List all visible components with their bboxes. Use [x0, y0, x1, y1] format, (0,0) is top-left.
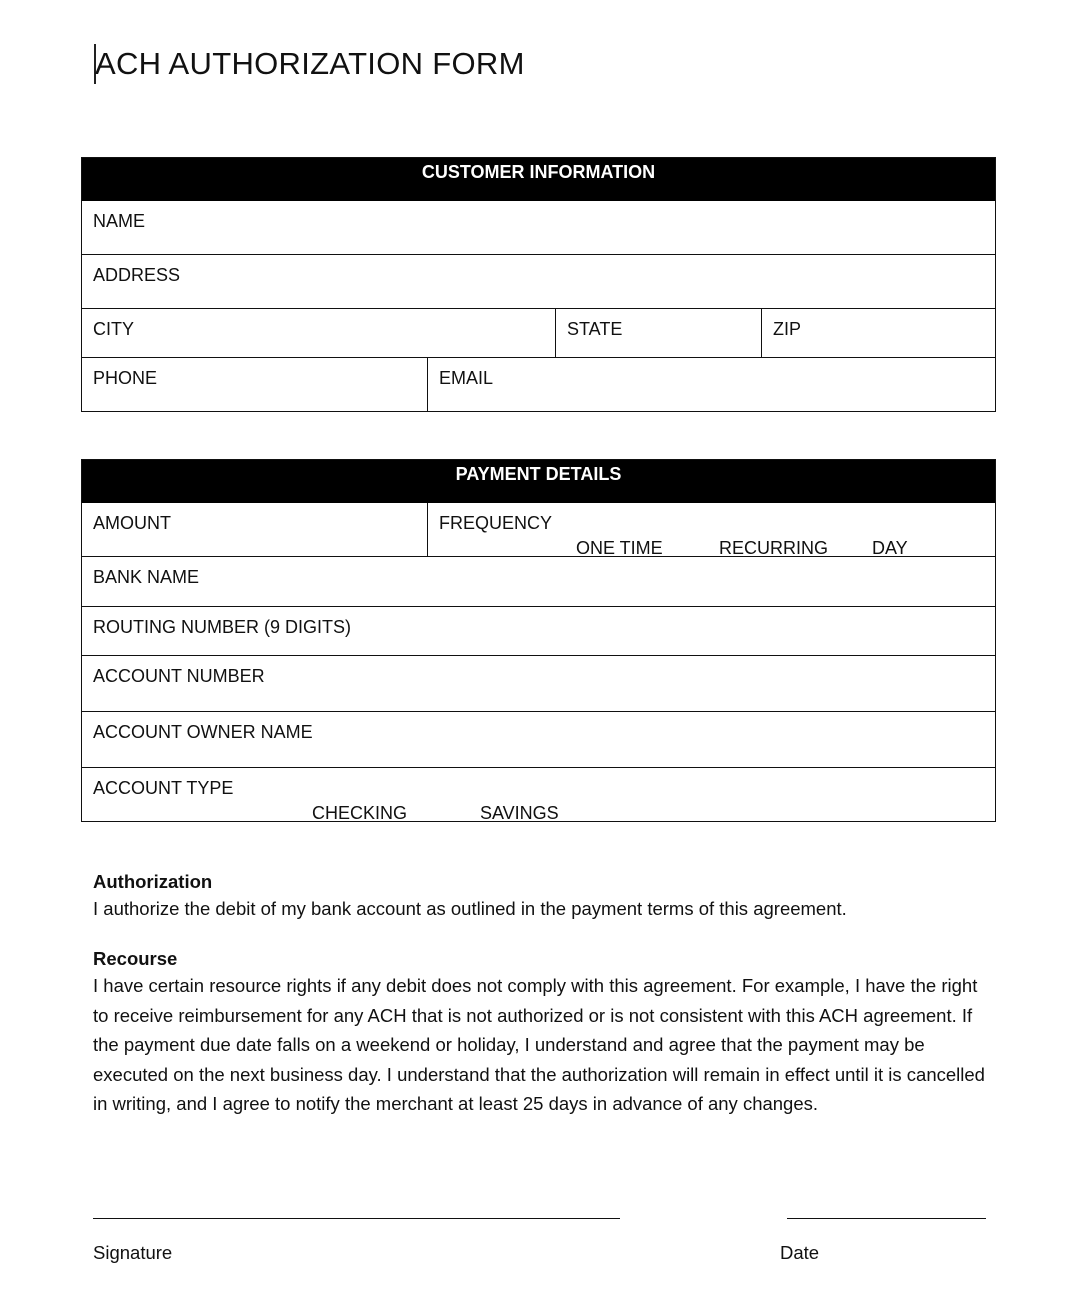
routing-number-row — [82, 606, 995, 655]
state-label: STATE — [567, 319, 623, 339]
name-field[interactable] — [82, 201, 995, 254]
address-field[interactable] — [82, 255, 995, 308]
signature-line[interactable] — [93, 1217, 620, 1219]
payment-details-header: PAYMENT DETAILS — [82, 460, 995, 503]
routing-number-field[interactable] — [82, 607, 995, 655]
amount-field[interactable] — [82, 503, 427, 556]
address-label: ADDRESS — [93, 265, 181, 285]
state-field[interactable] — [555, 309, 761, 357]
account-number-label: ACCOUNT NUMBER — [93, 666, 265, 686]
zip-label: ZIP — [773, 319, 802, 339]
customer-information-header: CUSTOMER INFORMATION — [82, 158, 995, 201]
date-line[interactable] — [787, 1217, 986, 1219]
frequency-option-day[interactable]: DAY — [872, 538, 908, 558]
account-type-option-savings[interactable]: SAVINGS — [480, 803, 559, 823]
frequency-option-recurring[interactable]: RECURRING — [719, 538, 829, 558]
recourse-heading: Recourse — [93, 948, 178, 969]
account-type-label: ACCOUNT TYPE — [93, 778, 234, 798]
phone-field[interactable] — [82, 358, 427, 411]
authorization-section — [93, 870, 993, 924]
account-type-option-checking[interactable]: CHECKING — [312, 803, 408, 823]
zip-field[interactable] — [761, 309, 995, 357]
address-row — [82, 254, 995, 308]
account-owner-row — [82, 711, 995, 767]
page-title: ACH AUTHORIZATION FORM — [95, 46, 525, 81]
recourse-text: I have certain resource rights if any debit does not comply with this agreement. For example, I have the right to receive reimbursement for any ACH that is not authorized or is not consistent with this ACH agreement. If the payment due date falls on a weekend or holiday, I understand and agree that the payment may be executed on the next business day. I understand that the authorization will remain in effect until it is cancelled in writing, and I agree to notify the merchant at least 25 days in advance of any changes. — [93, 975, 985, 1114]
bank-name-field[interactable] — [82, 557, 995, 606]
routing-number-label: ROUTING NUMBER (9 DIGITS) — [93, 617, 352, 637]
frequency-label: FREQUENCY — [439, 513, 553, 533]
bank-name-label: BANK NAME — [93, 567, 200, 587]
bank-name-row — [82, 556, 995, 606]
account-owner-field[interactable] — [82, 712, 995, 767]
account-number-row — [82, 655, 995, 711]
phone-email-row — [82, 357, 995, 411]
payment-details-table — [81, 459, 996, 822]
phone-label: PHONE — [93, 368, 158, 388]
city-label: CITY — [93, 319, 135, 339]
frequency-field — [427, 503, 995, 556]
amount-frequency-row — [82, 503, 995, 556]
frequency-option-one-time[interactable]: ONE TIME — [576, 538, 663, 558]
amount-label: AMOUNT — [93, 513, 171, 533]
account-number-field[interactable] — [82, 656, 995, 711]
recourse-section — [93, 947, 993, 1119]
authorization-heading: Authorization — [93, 871, 213, 892]
name-row — [82, 201, 995, 254]
name-label: NAME — [93, 211, 146, 231]
account-owner-label: ACCOUNT OWNER NAME — [93, 722, 313, 742]
account-type-row — [82, 767, 995, 821]
email-field[interactable] — [427, 358, 995, 411]
city-state-zip-row — [82, 308, 995, 357]
city-field[interactable] — [82, 309, 555, 357]
customer-information-table — [81, 157, 996, 412]
date-label: Date — [780, 1242, 820, 1263]
account-type-field — [82, 768, 995, 821]
authorization-text: I authorize the debit of my bank account as outlined in the payment terms of this agreement. — [93, 898, 847, 919]
email-label: EMAIL — [439, 368, 494, 388]
signature-label: Signature — [93, 1242, 173, 1263]
